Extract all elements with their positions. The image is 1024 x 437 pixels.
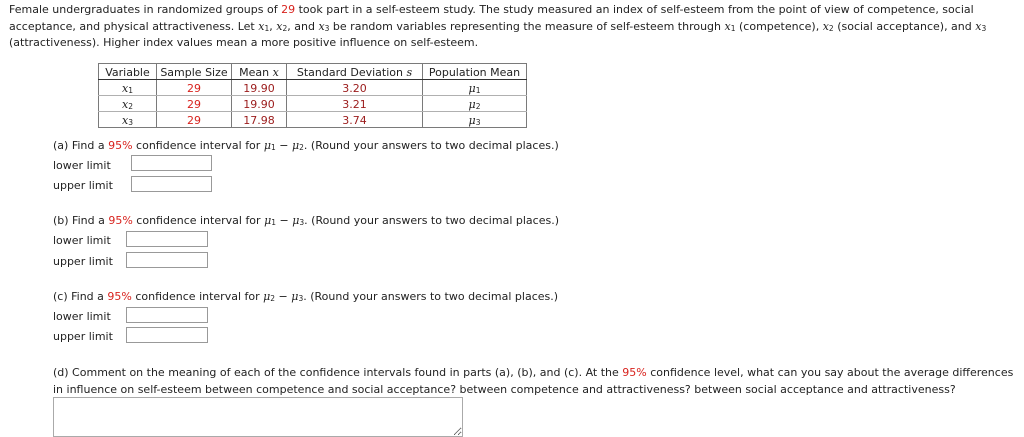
question-c: (c) Find a 95% confidence interval for $\mu_2 - \mu_3$. (Round your answers to two decimal places.) [53, 290, 559, 303]
b-upper-limit-input[interactable] [126, 252, 208, 268]
cell-population-mean: $\mu_2$ [423, 96, 527, 112]
cell-std-dev: 3.20 [287, 80, 423, 96]
cell-sample-size: 29 [157, 80, 232, 96]
col-header-population-mean: Population Mean [423, 64, 527, 80]
cell-variable: $x_1$ [99, 80, 157, 96]
cell-mean: 19.90 [232, 96, 287, 112]
question-a: (a) Find a 95% confidence interval for $\mu_1 - \mu_2$. (Round your answers to two decimal places.) [53, 139, 559, 152]
col-header-sample-size: Sample Size [157, 64, 232, 80]
col-header-variable: Variable [99, 64, 157, 80]
statistics-table [98, 63, 527, 128]
table-header-row [99, 64, 527, 80]
question-b: (b) Find a 95% confidence interval for $\mu_1 - \mu_3$. (Round your answers to two decimal places.) [53, 214, 559, 227]
cell-std-dev: 3.21 [287, 96, 423, 112]
col-header-mean: Mean x [232, 64, 287, 80]
cell-std-dev: 3.74 [287, 112, 423, 128]
question-d: (d) Comment on the meaning of each of the confidence intervals found in parts (a), (b), and (c). At the 95% confidence level, what can you say about the average differences in influence on self-esteem between competence and social acceptance? between competence and attractiveness? between social acceptance and attractiveness? [53, 366, 1014, 396]
cell-variable: $x_2$ [99, 96, 157, 112]
a-lower-limit-input[interactable] [131, 155, 212, 171]
cell-population-mean: $\mu_1$ [423, 80, 527, 96]
d-comment-textarea[interactable] [53, 397, 463, 437]
b-lower-label: lower limit [53, 234, 111, 247]
a-upper-limit-input[interactable] [131, 176, 212, 192]
a-upper-label: upper limit [53, 179, 113, 192]
cell-sample-size: 29 [157, 112, 232, 128]
cell-variable: $x_3$ [99, 112, 157, 128]
cell-sample-size: 29 [157, 96, 232, 112]
problem-statement: Female undergraduates in randomized groups of 29 took part in a self-esteem study. The study measured an index of self-esteem from the point of view of competence, social acceptance, and physical attractiveness. Let $x_1$, $x_2$, and $x_3$ be random variables representing the measure of self-esteem through $x_1$ (competence), $x_2$ (social acceptance), and $x_3$ (attractiveness). Higher index values mean a more positive influence on self-esteem. [9, 3, 987, 49]
table-row [99, 96, 527, 112]
sample-size-highlight: 29 [281, 3, 296, 16]
col-header-std-dev: Standard Deviation s [287, 64, 423, 80]
cell-mean: 17.98 [232, 112, 287, 128]
cell-population-mean: $\mu_3$ [423, 112, 527, 128]
c-upper-limit-input[interactable] [126, 327, 208, 343]
cell-mean: 19.90 [232, 80, 287, 96]
table-row [99, 112, 527, 128]
b-upper-label: upper limit [53, 255, 113, 268]
b-lower-limit-input[interactable] [126, 231, 208, 247]
c-upper-label: upper limit [53, 330, 113, 343]
a-lower-label: lower limit [53, 159, 111, 172]
table-row [99, 80, 527, 96]
c-lower-limit-input[interactable] [126, 307, 208, 323]
c-lower-label: lower limit [53, 310, 111, 323]
